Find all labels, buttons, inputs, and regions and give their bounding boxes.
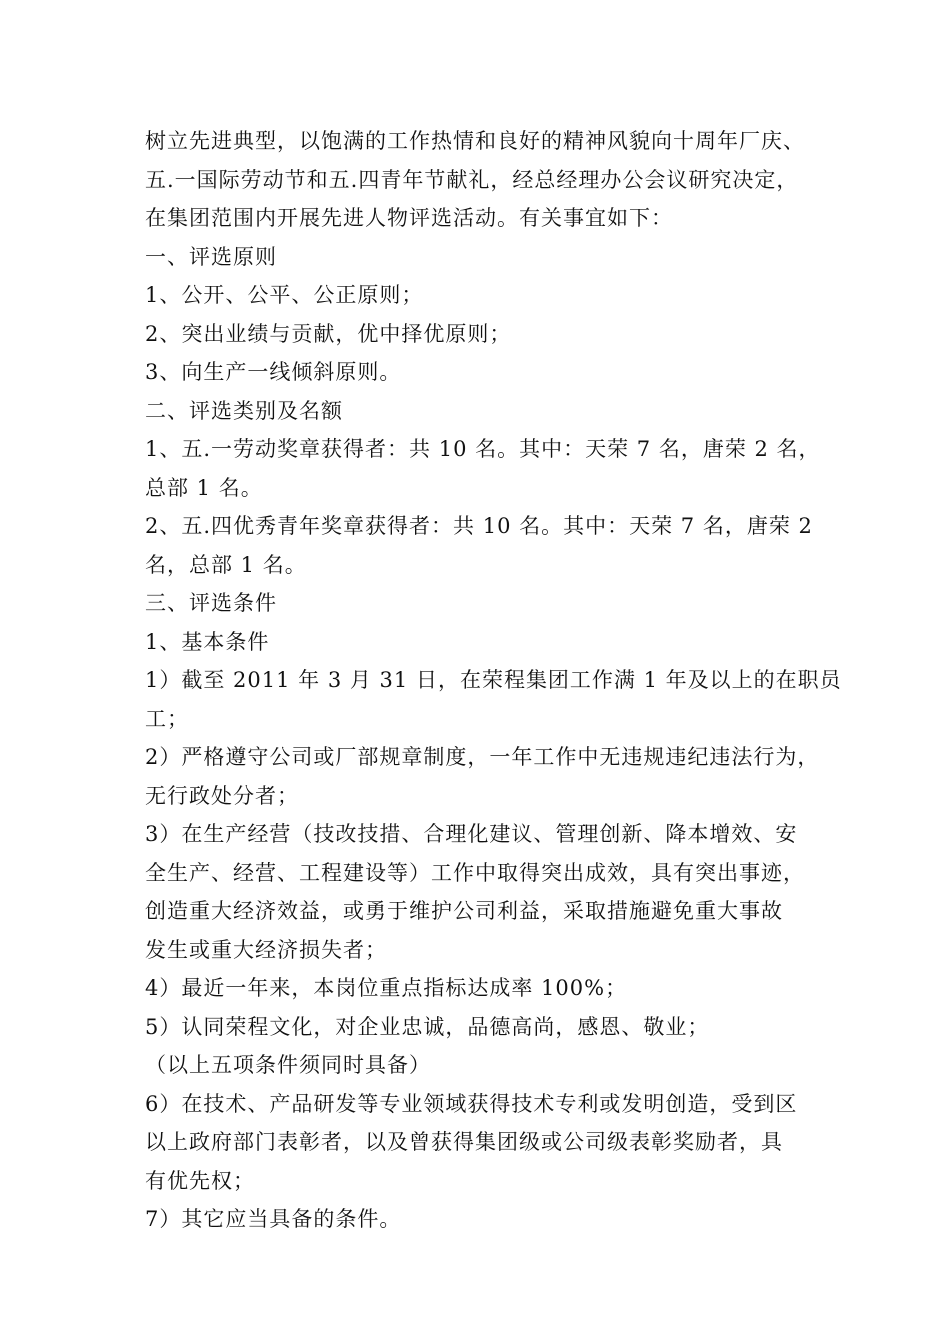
- list-item-continuation: 工；: [145, 706, 189, 731]
- list-item: 7）其它应当具备的条件。: [145, 1207, 402, 1231]
- list-item-continuation: 无行政处分者；: [145, 783, 299, 808]
- list-item-continuation: 名，总部 1 名。: [145, 552, 307, 577]
- list-item: 2、突出业绩与贡献，优中择优原则；: [145, 321, 512, 346]
- list-item: 5）认同荣程文化，对企业忠诚，品德高尚，感恩、敬业；: [145, 1014, 710, 1039]
- list-item-continuation: 以上政府部门表彰者，以及曾获得集团级或公司级表彰奖励者，具: [145, 1130, 783, 1154]
- section-heading: 二、评选类别及名额: [145, 398, 343, 423]
- list-item-continuation: 有优先权；: [145, 1168, 255, 1193]
- list-item: 3、向生产一线倾斜原则。: [145, 360, 402, 384]
- list-item: 2、五.四优秀青年奖章获得者：共 10 名。其中：天荣 7 名，唐荣 2: [145, 514, 813, 538]
- list-item-continuation: 全生产、经营、工程建设等）工作中取得突出成效，具有突出事迹，: [145, 860, 805, 885]
- list-item: 6）在技术、产品研发等专业领域获得技术专利或发明创造，受到区: [145, 1091, 798, 1116]
- list-item: 1）截至 2011 年 3 月 31 日，在荣程集团工作满 1 年及以上的在职员: [145, 668, 842, 692]
- list-item: 3）在生产经营（技改技措、合理化建议、管理创新、降本增效、安: [145, 822, 798, 846]
- list-item: 1、公开、公平、公正原则；: [145, 283, 424, 307]
- list-item-continuation: 发生或重大经济损失者；: [145, 937, 387, 962]
- text-line: 五.一国际劳动节和五.四青年节献礼，经总经理办公会议研究决定，: [145, 167, 799, 192]
- list-item: 2）严格遵守公司或厂部规章制度，一年工作中无违规违纪违法行为，: [145, 745, 820, 769]
- document-body: [145, 122, 842, 1239]
- list-item: 4）最近一年来，本岗位重点指标达成率 100%；: [145, 976, 628, 1000]
- list-item-continuation: 创造重大经济效益，或勇于维护公司利益，采取措施避免重大事故: [145, 899, 783, 923]
- text-line: 树立先进典型，以饱满的工作热情和良好的精神风貌向十周年厂庆、: [145, 129, 805, 153]
- section-heading: 一、评选原则: [145, 244, 277, 269]
- text-line: 在集团范围内开展先进人物评选活动。有关事宜如下：: [145, 206, 673, 230]
- list-item-continuation: 总部 1 名。: [145, 475, 263, 500]
- section-heading: 三、评选条件: [145, 591, 277, 615]
- subsection-heading: 1、基本条件: [145, 629, 270, 654]
- list-item: 1、五.一劳动奖章获得者：共 10 名。其中：天荣 7 名，唐荣 2 名，: [145, 437, 821, 461]
- note-line: （以上五项条件须同时具备）: [145, 1053, 431, 1077]
